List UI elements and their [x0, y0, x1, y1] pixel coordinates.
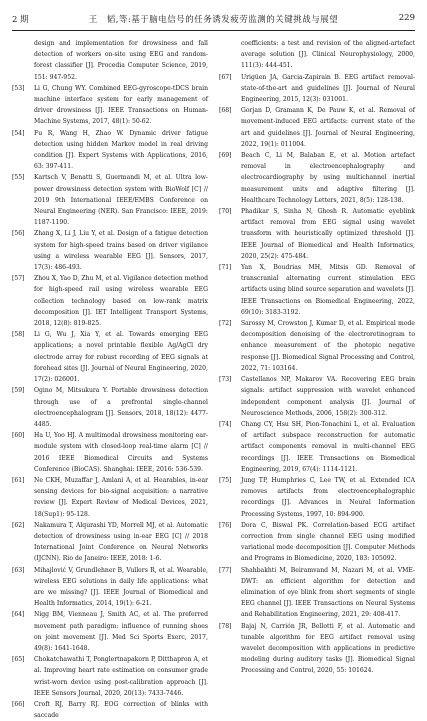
reference-entry	[12, 565, 208, 610]
reference-text: Dora C, Biswal PK. Correlation-based ECG artifact correction from single channel EEG using modified variational mode decomposition [J]. Computer Methods and Programs in Biomedicine, 2020, 183: 105092.	[241, 521, 415, 563]
reference-number: [53]	[12, 84, 25, 92]
reference-continuation: coefficients: a test and revision of the aligned-artefact average solution [J]. Clinical Neurophysiology, 2000, 111(3): 444-451.	[241, 40, 415, 70]
reference-number: [66]	[12, 700, 25, 708]
reference-text: Chokatchawathi T, Ponglertnapakorn P, Ditthapron A, et al. Improving heart rate estimation on consumer grade wrist-worn device using post-calibration approach [J]. IEEE Sensors Journal, 2020, 20(13): 7433-7446.	[34, 656, 208, 697]
reference-entry	[219, 72, 415, 106]
page-header	[0, 0, 427, 34]
reference-number: [72]	[219, 320, 232, 328]
reference-number: [69]	[219, 152, 232, 160]
reference-text: Croft RJ, Barry RJ. EOG correction of blinks with saccade	[34, 700, 208, 720]
reference-entry	[219, 150, 415, 206]
running-title: 王 韬,等:基于脑电信号的任务诱发疲劳监测的关键挑战与展望	[88, 15, 339, 25]
reference-number: [60]	[12, 432, 25, 440]
reference-number: [57]	[12, 275, 25, 283]
reference-entry	[12, 83, 208, 128]
reference-text: Shahbakhti M, Beiramvand M, Nazari M, et al. VME-DWT: an efficient algorithm for detection and elimination of eye blink from short segments of single EEG channel [J]. IEEE Transactions on Neural Systems and Rehabilitation Engineering, 2021, 29: 408-417.	[241, 566, 415, 619]
left-reference-column	[12, 38, 208, 721]
reference-text: Nigg BM, Vienneau J, Smith AC, et al. The preferred movement path paradigm: influence of running shoes on joint movement [J]. Med Sci Sports Exerc, 2017, 49(8): 1641-1648.	[34, 611, 208, 652]
reference-entry	[219, 374, 415, 419]
reference-number: [77]	[219, 566, 232, 574]
reference-entry	[12, 609, 208, 654]
reference-entry	[219, 206, 415, 262]
reference-entry	[12, 228, 208, 273]
reference-entry	[12, 520, 208, 565]
reference-text: Phadikar S, Sinha N, Ghosh R. Automatic eyeblink artifact removal from EEG signal using wavelet transform with heuristically optimized threshold [J]. IEEE Journal of Biomedical and Health Informatics, 2020, 25(2): 475-484.	[241, 208, 415, 260]
reference-entry	[219, 520, 415, 565]
reference-entry	[219, 105, 415, 150]
reference-number: [55]	[12, 174, 25, 182]
reference-entry	[219, 262, 415, 318]
reference-number: [67]	[219, 73, 232, 81]
reference-entry	[12, 430, 208, 475]
page-number: 229	[398, 13, 415, 23]
reference-text: Urigüen JA, Garcia-Zapirain B. EEG artifact removal-state-of-the-art and guidelines [J]. Journal of Neural Engineering, 2015, 12(3): 031001.	[241, 73, 415, 104]
reference-entry	[219, 475, 415, 520]
reference-text: Sarossy M, Crowston J, Kumar D, et al. Empirical mode decomposition denoising of the electroretinogram to enhance measurement of the photopic negative response [J]. Biomedical Signal Processing and Control, 2022, 71: 103164.	[241, 320, 415, 372]
reference-number: [70]	[219, 208, 232, 216]
reference-number: [63]	[12, 566, 25, 574]
reference-entry	[12, 475, 208, 520]
reference-text: Ogino M, Mitsukura Y. Portable drowsiness detection through use of a prefrontal single-channel electroencephalogram [J]. Sensors, 2018, 18(12): 4477-4485.	[34, 387, 208, 428]
reference-number: [56]	[12, 230, 25, 238]
reference-number: [64]	[12, 611, 25, 619]
issue-number: 2 期	[12, 15, 29, 25]
reference-number: [61]	[12, 476, 25, 484]
reference-text: Chang CY, Hsu SH, Pion-Tonachini L, et al. Evaluation of artifact subspace reconstruction for automatic artifact components removal in multi-channel EEG recordings [J]. IEEE Transactions on Biomedical Engineering, 2019, 67(4): 1114-1121.	[241, 420, 415, 473]
reference-entry	[12, 172, 208, 228]
reference-text: Bajaj N, Carrión JR, Bellotti F, et al. Automatic and tunable algorithm for EEG artifact removal using wavelet decomposition with applications in predictive modeling during auditory tasks [J]. Biomedical Signal Processing and Control, 2020, 55: 101624.	[241, 622, 415, 675]
reference-entry	[12, 699, 208, 721]
reference-number: [59]	[12, 387, 25, 395]
reference-entry	[219, 318, 415, 374]
reference-number: [75]	[219, 476, 232, 484]
reference-entry	[12, 385, 208, 430]
reference-continuation: design and implementation for drowsiness and fall detection of workers on-site using EEG and random-forest classifier [J]. Procedia Computer Science, 2019, 151: 947-952.	[34, 40, 208, 81]
reference-entry	[219, 565, 415, 621]
reference-text: Fu R, Wang H, Zhao W. Dynamic driver fatigue detection using hidden Markov model in real driving condition [J]. Expert Systems with Applications, 2016, 63: 397-411.	[34, 129, 208, 171]
header-rule	[12, 30, 415, 31]
reference-number: [58]	[12, 331, 25, 339]
reference-number: [76]	[219, 521, 232, 529]
reference-entry	[12, 273, 208, 329]
reference-text: Li G, Chung WY. Combined EEG-gyroscope-tDCS brain machine interface system for early management of driver drowsiness [J]. IEEE Transactions on Human-Machine Systems, 2017, 48(1): 50-62.	[34, 84, 208, 126]
reference-number: [62]	[12, 521, 25, 529]
reference-text: Ne CKH, Muzaffar J, Amlani A, et al. Hearables, in-ear sensing devices for bio-signal acquisition: a narrative review [J]. Expert Review of Medical Devices, 2021, 18(Sup1): 95-128.	[34, 476, 208, 518]
reference-text: Beach C, Li M, Balaban E, et al. Motion artefact removal in electroencephalography and electrocardiography by using multichannel inertial measurement units and adaptive filtering [J]. Healthcare Technology Letters, 2021, 8(5): 128-138.	[241, 152, 415, 204]
reference-entry	[12, 329, 208, 385]
reference-entry	[219, 621, 415, 677]
reference-text: Nakamura T, Alqurashi YD, Morrell MJ, et al. Automatic detection of drowsiness using in-ear EEG [C] // 2018 International Joint Conference on Neural Networks (IJCNN). Rio de Janeiro: IEEE, 2018: 1-6.	[34, 521, 208, 563]
reference-number: [78]	[219, 622, 232, 630]
reference-text: Kartsch V, Benatti S, Guermandi M, et al. Ultra low-power drowsiness detection system with BioWolf [C] // 2019 9th International IEEE/EMBS Conference on Neural Engineering (NER). San Francisco: IEEE, 2019: 1187-1190.	[34, 174, 208, 227]
reference-text: Ha U, Yoo HJ. A multimodal drowsiness monitoring ear-module system with closed-loop real-time alarm [C] // 2016 IEEE Biomedical Circuits and Systems Conference (BioCAS). Shanghai: IEEE, 2016: 536-539.	[34, 432, 208, 473]
reference-text: Jung TP, Humphries C, Lee TW, et al. Extended ICA removes artifacts from electroencephalographic recordings [J]. Advances in Neural Information Processing Systems, 1997, 10: 894-900.	[241, 476, 415, 518]
reference-text: Castellanos NP, Makarov VA. Recovering EEG brain signals: artifact suppression with wavelet enhanced independent component analysis [J]. Journal of Neuroscience Methods, 2006, 158(2): 300-312.	[241, 376, 415, 417]
reference-text: Yan X, Boudrias MH, Mitsis GD. Removal of transcranial alternating current stimulation EEG artifacts using blind source separation and wavelets [J]. IEEE Transactions on Biomedical Engineering, 2022, 69(10): 3183-3192.	[241, 264, 415, 316]
reference-entry	[12, 128, 208, 173]
reference-number: [68]	[219, 107, 232, 115]
reference-number: [73]	[219, 376, 232, 384]
reference-text: Zhou X, Yao D, Zhu M, et al. Vigilance detection method for high-speed rail using wireless wearable EEG collection technology based on low-rank matrix decomposition [J]. IET Intelligent Transport Systems, 2018, 12(8): 819-825.	[34, 275, 208, 328]
reference-number: [74]	[219, 420, 232, 428]
reference-text: Zhang X, Li J, Liu Y, et al. Design of a fatigue detection system for high-speed trains based on driver vigilance using a wireless wearable EEG [J]. Sensors, 2017, 17(3): 486-493.	[34, 230, 208, 272]
reference-text: Li G, Wu J, Xia Y, et al. Towards emerging EEG applications; a novel printable flexible Ag/AgCl dry electrode array for robust recording of EEG signals at forehead sites [J]. Journal of Neural Engineering, 2020, 17(2): 026001.	[34, 331, 208, 384]
reference-text: Gorjan D, Gramann K, De Pauw K, et al. Removal of movement-induced EEG artifacts: current state of the art and guidelines [J]. Journal of Neural Engineering, 2022, 19(1): 011004.	[241, 107, 415, 148]
reference-entry	[12, 654, 208, 699]
right-reference-column	[219, 38, 415, 677]
reference-number: [54]	[12, 129, 25, 137]
reference-entry	[219, 419, 415, 475]
reference-number: [71]	[219, 264, 232, 272]
reference-number: [65]	[12, 656, 25, 664]
reference-text: Mihajlović V, Grundlehner B, Vullers R, et al. Wearable, wireless EEG solutions in daily life applications: what are we missing? [J]. IEEE Journal of Biomedical and Health Informatics, 2014, 19(1): 6-21.	[34, 566, 208, 608]
